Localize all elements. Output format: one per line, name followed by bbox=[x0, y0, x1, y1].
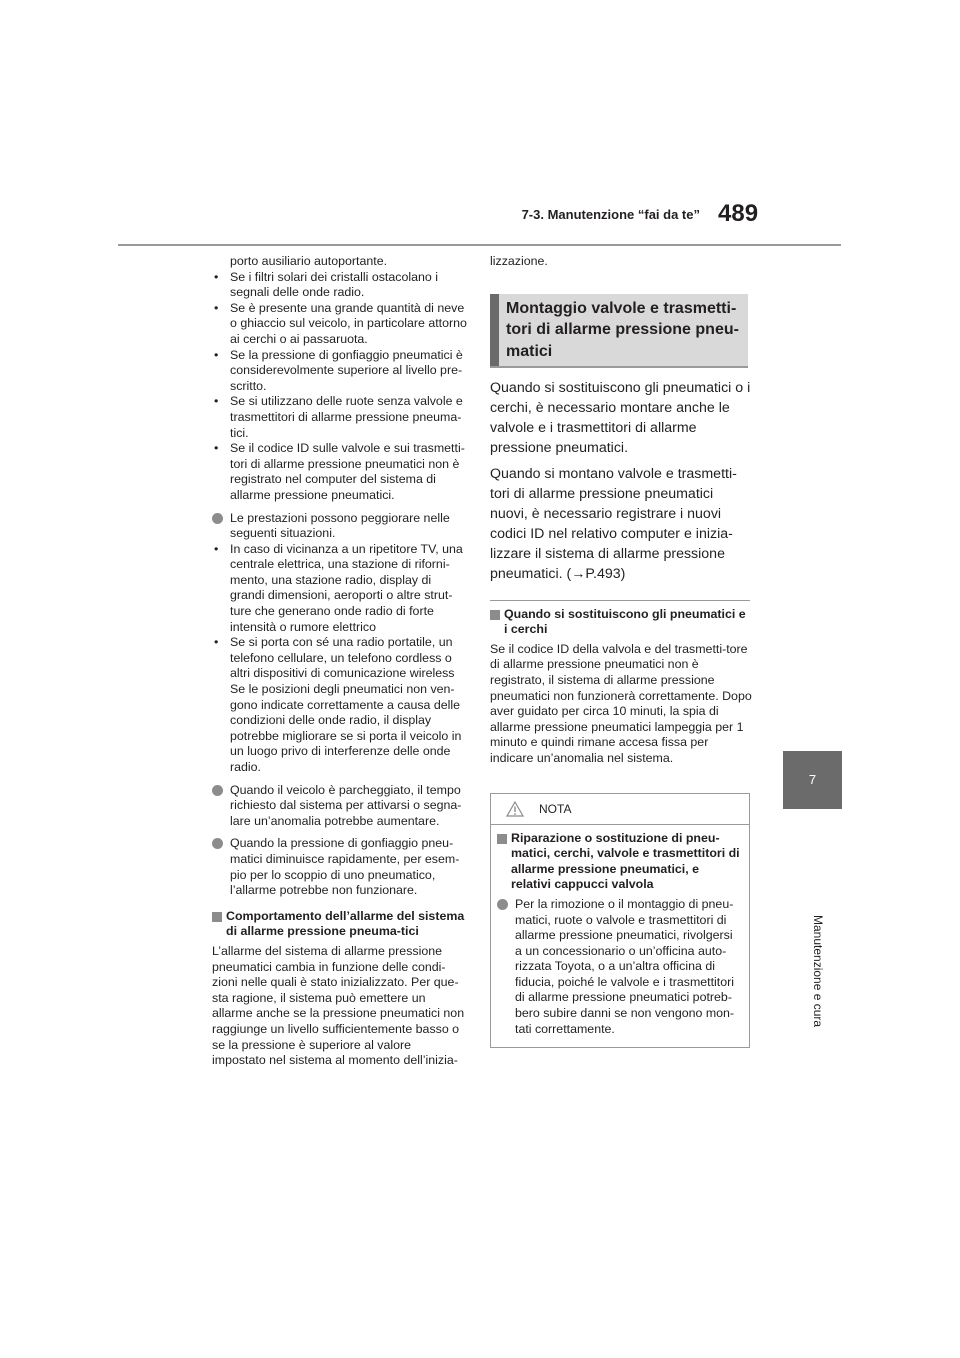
circle-item-performance: Le prestazioni possono peggiorare nelle seguenti situazioni. bbox=[212, 511, 468, 542]
list-item: • Se il codice ID sulle valvole e sui trasmetti-tori di allarme pressione pneumatici non è registrato nel computer del sistema di allarme pressione pneumatici. bbox=[214, 441, 465, 502]
section-title-bar bbox=[490, 294, 499, 366]
subheading-replacing: Quando si sostituiscono gli pneumatici e i cerchi bbox=[490, 607, 752, 638]
list-item: • Se è presente una grande quantità di neve o ghiaccio sul veicolo, in particolare attorno ai cerchi o ai passaruota. bbox=[214, 300, 467, 346]
circle-bullet-icon bbox=[212, 838, 223, 849]
note-label: NOTA bbox=[539, 801, 572, 816]
section-title-box bbox=[490, 294, 748, 368]
paragraph-replacing: Se il codice ID della valvola e del trasmetti-tore di allarme pressione pneumatici non è registrato, il sistema di allarme pressione pneumatici non funzionerà correttamente. Dopo aver guidato per circa 10 minuti, la spia di allarme pressione pneumatici lampeggia per 1 minuto e quindi rimane accesa fissa per indicare un’anomalia nel sistema. bbox=[490, 641, 752, 765]
list-item: • Se si utilizzano delle ruote senza valvole e trasmettitori di allarme pressione pneuma-tici. bbox=[214, 394, 463, 440]
page-reference-link[interactable]: P.493) bbox=[585, 565, 626, 582]
chapter-label: Manutenzione e cura bbox=[811, 915, 825, 1028]
note-item: Per la rimozione o il montaggio di pneu-matici, ruote o valvole e trasmettitori di allarme pressione pneumatici, rivolgersi a un concessionario o un’officina auto-rizzata Toyota, o a un’altra officina di fiducia, poiché le valvole e i trasmettitori di allarme pressione pneumatici potreb-bero subire danni se non vengono mon-tati correttamente. bbox=[497, 897, 741, 1037]
section-title: Montaggio valvole e trasmetti-tori di allarme pressione pneu-matici bbox=[506, 299, 739, 360]
note-heading: Riparazione o sostituzione di pneu-matici, cerchi, valvole e trasmettitori di allarme pressione pneumatici, e relativi cappucci valvola bbox=[497, 831, 741, 893]
square-bullet-icon bbox=[497, 834, 507, 844]
continued-line: lizzazione. bbox=[490, 254, 548, 268]
condition-list-2 bbox=[212, 542, 468, 682]
intro-paragraph-1: Quando si sostituiscono gli pneumatici o i cerchi, è necessario montare anche le valvole e i trasmettitori di allarme pressione pneumatici. bbox=[490, 379, 751, 456]
note-header bbox=[491, 794, 749, 825]
right-column bbox=[490, 254, 752, 1048]
left-column bbox=[212, 254, 468, 1069]
circle-item-parked: Quando il veicolo è parcheggiato, il tempo richiesto dal sistema per attivarsi o segna-lare un’anomalia potrebbe aumentare. bbox=[212, 783, 468, 830]
square-bullet-icon bbox=[490, 610, 500, 620]
circle-bullet-icon bbox=[497, 899, 508, 910]
circle-bullet-icon bbox=[212, 785, 223, 796]
circle-bullet-icon bbox=[212, 513, 223, 524]
list-item: • Se si porta con sé una radio portatile, un telefono cellulare, un telefono cordless o altri dispositivi di comunicazione wireless bbox=[214, 635, 455, 681]
paragraph-alarm-behavior: L’allarme del sistema di allarme pressione pneumatici cambia in funzione delle condi-zioni nelle quali è stato inizializzato. Per que-sta ragione, il sistema può emettere un allarme anche se la pressione pneumatici non raggiunge un livello sufficientemente basso o se la pressione è superiore al valore impostato nel sistema al momento dell’inizia- bbox=[212, 943, 465, 1068]
header-rule bbox=[118, 244, 841, 246]
list-item: • Se la pressione di gonfiaggio pneumatici è considerevolmente superiore al livello pre-scritto. bbox=[214, 347, 463, 393]
list-item: • In caso di vicinanza a un ripetitore TV, una centrale elettrica, una stazione di riforni-mento, una stazione radio, display di grandi dimensioni, aeroporti o altre strut-ture che generano onde radio di forte intensità o rumore elettrico bbox=[214, 541, 463, 634]
running-header-section: 7-3. Manutenzione “fai da te” bbox=[521, 207, 700, 222]
chapter-tab: 7 bbox=[783, 751, 842, 809]
intro-paragraph-2: Quando si montano valvole e trasmetti-tori di allarme pressione pneumatici nuovi, è necessario registrare i nuovi codici ID nel relativo computer e inizia-lizzare il sistema di allarme pressione pneumatici. (→P.493) bbox=[490, 465, 737, 582]
condition-list-1 bbox=[212, 270, 468, 504]
warning-triangle-icon bbox=[506, 801, 524, 817]
subheading-alarm-behavior: Comportamento dell’allarme del sistema di allarme pressione pneuma-tici bbox=[212, 909, 468, 940]
arrow-icon: → bbox=[571, 565, 586, 582]
note-body bbox=[491, 825, 749, 1048]
section-divider bbox=[490, 600, 750, 601]
continued-line: porto ausiliario autoportante. bbox=[230, 254, 388, 268]
square-bullet-icon bbox=[212, 912, 222, 922]
page-number: 489 bbox=[718, 200, 759, 227]
list-item: • Se i filtri solari dei cristalli ostacolano i segnali delle onde radio. bbox=[214, 269, 438, 300]
circle-item-pressure-drop: Quando la pressione di gonfiaggio pneu-matici diminuisce rapidamente, per esem-pio per lo scoppio di uno pneumatico, l’allarme potrebbe non funzionare. bbox=[212, 836, 468, 898]
list-continuation: Se le posizioni degli pneumatici non ven-gono indicate correttamente a causa delle condizioni delle onde radio, il display potrebbe migliorare se si porta il veicolo in un luogo privo di interferenze delle onde radio. bbox=[230, 682, 462, 774]
note-box bbox=[490, 793, 750, 1049]
